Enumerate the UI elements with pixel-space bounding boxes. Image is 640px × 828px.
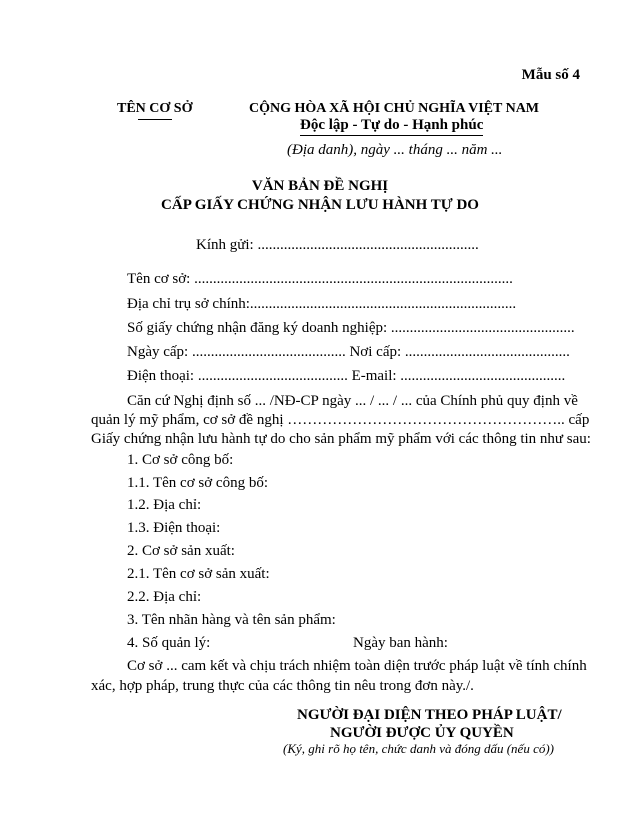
field-address: Địa chỉ trụ sở chính:....................................................................... [127,296,517,312]
doc-title-line2: CẤP GIẤY CHỨNG NHẬN LƯU HÀNH TỰ DO [161,197,479,213]
signature-title-line1: NGƯỜI ĐẠI DIỆN THEO PHÁP LUẬT/ [297,707,562,723]
signature-note: (Ký, ghi rõ họ tên, chức danh và đóng dấu (nếu có)) [283,741,555,756]
field-name: Tên cơ sở: ..................................................................................... [127,271,513,287]
commitment-line2: xác, hợp pháp, trung thực của các thông tin nêu trong đơn này./. [91,678,474,694]
item-4-date: Ngày ban hành: [353,635,448,651]
item-2: 2. Cơ sở sản xuất: [127,543,235,559]
org-name: TÊN CƠ SỞ [117,101,193,116]
item-1-1: 1.1. Tên cơ sở công bố: [127,475,268,491]
item-4: 4. Số quản lý: [127,635,211,651]
item-2-1: 2.1. Tên cơ sở sản xuất: [127,566,270,582]
doc-title-line1: VĂN BẢN ĐỀ NGHỊ [251,178,389,194]
field-issue-date: Ngày cấp: ......................................... Nơi cấp: ............................................ [127,344,570,360]
addressee: Kính gửi: ........................................................... [196,237,479,253]
item-3: 3. Tên nhãn hàng và tên sản phẩm: [127,612,336,628]
item-1: 1. Cơ sở công bố: [127,452,234,468]
motto: Độc lập - Tự do - Hạnh phúc [300,116,483,136]
place-date: (Địa danh), ngày ... tháng ... năm ... [287,142,503,158]
form-number: Mẫu số 4 [521,67,580,83]
signature-title-line2: NGƯỜI ĐƯỢC ỦY QUYỀN [330,725,514,741]
item-1-3: 1.3. Điện thoại: [127,520,221,536]
field-phone-email: Điện thoại: ........................................ E-mail: ............................................ [127,368,566,384]
body-line3: Giấy chứng nhận lưu hành tự do cho sản phẩm mỹ phẩm với các thông tin như sau: [91,431,591,447]
republic-title: CỘNG HÒA XÃ HỘI CHỦ NGHĨA VIỆT NAM [249,101,540,116]
field-registration: Số giấy chứng nhận đăng ký doanh nghiệp: ................................................. [127,320,575,336]
body-line1: Căn cứ Nghị định số ... /NĐ-CP ngày ... / ... / ... của Chính phủ quy định về [127,393,578,409]
commitment-line1: Cơ sở ... cam kết và chịu trách nhiệm toàn diện trước pháp luật về tính chính [127,658,587,674]
item-2-2: 2.2. Địa chỉ: [127,589,202,605]
org-name-underline [138,119,172,120]
item-1-2: 1.2. Địa chỉ: [127,497,202,513]
body-line2: quản lý mỹ phẩm, cơ sở đề nghị ……………………………………………….. cấp [91,412,590,428]
